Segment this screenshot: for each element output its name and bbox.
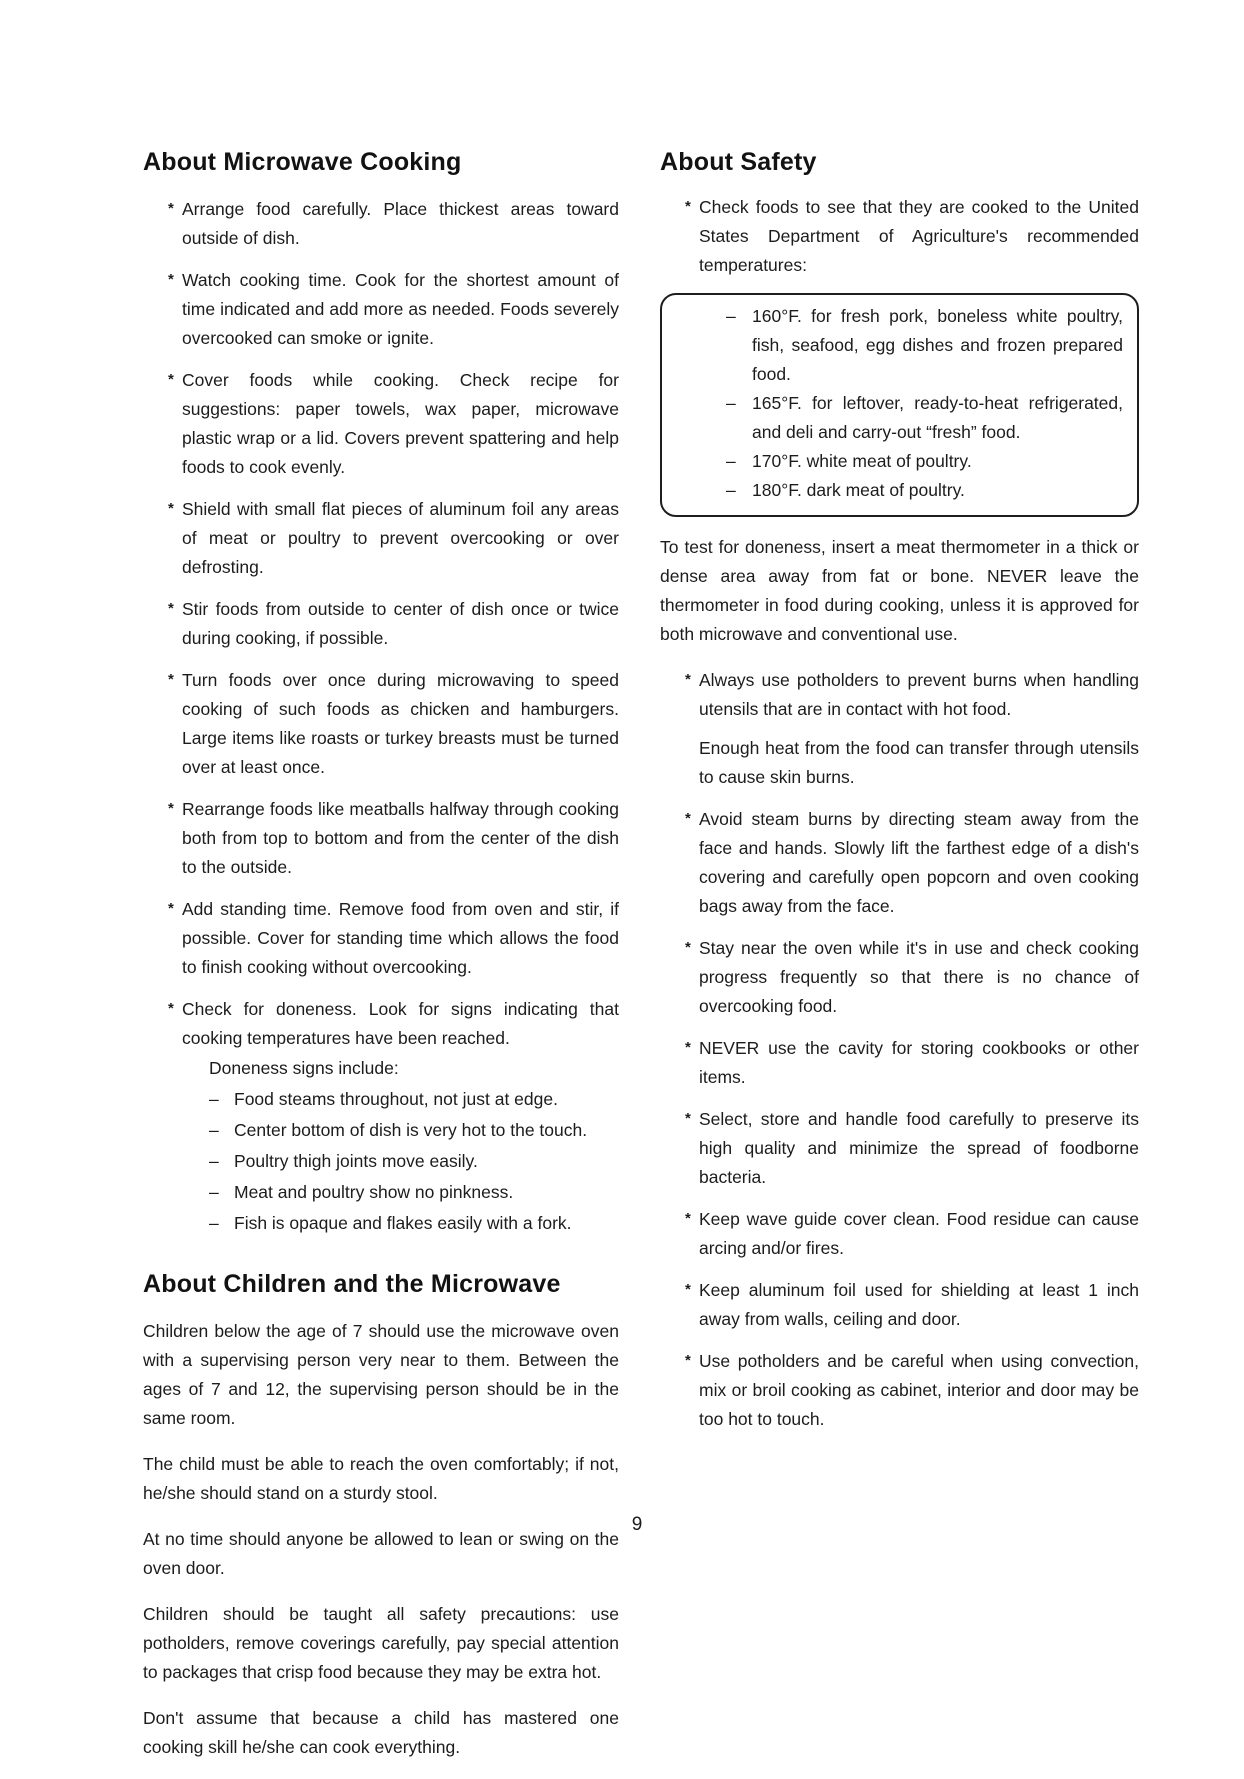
temperature-box — [660, 293, 1139, 517]
doneness-signs-label: Doneness signs include: — [209, 1058, 399, 1078]
asterisk-bullet-marker: * — [168, 200, 174, 217]
asterisk-bullet-marker: * — [685, 1352, 691, 1369]
doneness-sign-item — [182, 1147, 619, 1176]
asterisk-bullet-marker: * — [168, 800, 174, 817]
bullet-watch-time — [143, 266, 619, 353]
bullet-use-potholders — [660, 666, 1139, 792]
bullet-text: Arrange food carefully. Place thickest areas toward outside of dish. — [182, 199, 619, 248]
bullet-turn-foods — [143, 666, 619, 782]
doneness-sign-text: Center bottom of dish is very hot to the touch. — [234, 1120, 588, 1140]
left-column — [143, 148, 619, 1779]
bullet-text: Avoid steam burns by directing steam away from the face and hands. Slowly lift the farthest edge of a dish's covering and carefully open popcorn and oven cooking bags away from the face. — [699, 809, 1139, 916]
asterisk-bullet-marker: * — [168, 1000, 174, 1017]
children-paragraph: Don't assume that because a child has mastered one cooking skill he/she can cook everything. — [143, 1708, 619, 1757]
bullet-avoid-steam-burns — [660, 805, 1139, 921]
bullet-text: Check for doneness. Look for signs indicating that cooking temperatures have been reached. — [182, 999, 619, 1048]
bullet-text: Keep aluminum foil used for shielding at least 1 inch away from walls, ceiling and door. — [699, 1280, 1139, 1329]
asterisk-bullet-marker: * — [685, 1039, 691, 1056]
asterisk-bullet-marker: * — [685, 1210, 691, 1227]
doneness-sign-text: Food steams throughout, not just at edge. — [234, 1089, 558, 1109]
bullet-foil-one-inch — [660, 1276, 1139, 1334]
doneness-sign-item — [182, 1178, 619, 1207]
section-safety — [660, 148, 1139, 1434]
asterisk-bullet-marker: * — [685, 1110, 691, 1127]
temperature-item-180 — [676, 476, 1123, 505]
children-paragraph: Children should be taught all safety precautions: use potholders, remove coverings carefully, pay special attention to packages that crisp food because they may be extra hot. — [143, 1604, 619, 1682]
asterisk-bullet-marker: * — [168, 371, 174, 388]
section-title-safety: About Safety — [660, 148, 817, 176]
temperature-text: 160°F. for fresh pork, boneless white poultry, fish, seafood, egg dishes and frozen prepared food. — [752, 306, 1123, 384]
asterisk-bullet-marker: * — [168, 671, 174, 688]
bullet-convection-hot — [660, 1347, 1139, 1434]
dash-marker: – — [726, 480, 736, 500]
section-title-microwave-cooking: About Microwave Cooking — [143, 148, 462, 176]
bullet-standing-time — [143, 895, 619, 982]
bullet-text: Use potholders and be careful when using convection, mix or broil cooking as cabinet, interior and door may be too hot to touch. — [699, 1351, 1139, 1429]
children-paragraph: Children below the age of 7 should use the microwave oven with a supervising person very near to them. Between the ages of 7 and 12, the supervising person should be in the same room. — [143, 1321, 619, 1428]
temperature-text: 170°F. white meat of poultry. — [752, 451, 972, 471]
doneness-sign-item — [182, 1116, 619, 1145]
dash-marker: – — [726, 306, 736, 326]
bullet-cover-foods — [143, 366, 619, 482]
bullet-text: Keep wave guide cover clean. Food residue can cause arcing and/or fires. — [699, 1209, 1139, 1258]
bullet-text: Stay near the oven while it's in use and check cooking progress frequently so that there is no chance of overcooking food. — [699, 938, 1139, 1016]
doneness-sign-item — [182, 1209, 619, 1238]
bullet-wave-guide-clean — [660, 1205, 1139, 1263]
page-number: 9 — [631, 1514, 643, 1535]
bullet-text: Watch cooking time. Cook for the shortest amount of time indicated and add more as needed. Foods severely overcooked can smoke or ignite. — [182, 270, 619, 348]
doneness-sign-text: Fish is opaque and flakes easily with a fork. — [234, 1213, 572, 1233]
asterisk-bullet-marker: * — [685, 939, 691, 956]
doneness-sign-text: Meat and poultry show no pinkness. — [234, 1182, 514, 1202]
children-paragraph: At no time should anyone be allowed to lean or swing on the oven door. — [143, 1529, 619, 1578]
bullet-stay-near-oven — [660, 934, 1139, 1021]
right-column — [660, 148, 1139, 1447]
asterisk-bullet-marker: * — [685, 671, 691, 688]
dash-marker: – — [209, 1213, 219, 1233]
bullet-stir-foods — [143, 595, 619, 653]
bullet-text: Rearrange foods like meatballs halfway through cooking both from top to bottom and from the center of the dish to the outside. — [182, 799, 619, 877]
bullet-never-store-items — [660, 1034, 1139, 1092]
dash-marker: – — [726, 393, 736, 413]
bullet-rearrange-foods — [143, 795, 619, 882]
asterisk-bullet-marker: * — [685, 198, 691, 215]
asterisk-bullet-marker: * — [685, 1281, 691, 1298]
bullet-text: Cover foods while cooking. Check recipe for suggestions: paper towels, wax paper, microwave plastic wrap or a lid. Covers prevent spattering and help foods to cook evenly. — [182, 370, 619, 477]
bullet-text: Always use potholders to prevent burns when handling utensils that are in contact with hot food. — [699, 670, 1139, 719]
dash-marker: – — [209, 1182, 219, 1202]
children-paragraph: The child must be able to reach the oven comfortably; if not, he/she should stand on a sturdy stool. — [143, 1454, 619, 1503]
bullet-text: Shield with small flat pieces of aluminum foil any areas of meat or poultry to prevent overcooking or over defrosting. — [182, 499, 619, 577]
temperature-text: 180°F. dark meat of poultry. — [752, 480, 965, 500]
temperature-item-165 — [676, 389, 1123, 447]
dash-marker: – — [209, 1089, 219, 1109]
asterisk-bullet-marker: * — [168, 500, 174, 517]
section-microwave-cooking — [143, 148, 619, 1238]
asterisk-bullet-marker: * — [168, 900, 174, 917]
asterisk-bullet-marker: * — [168, 271, 174, 288]
bullet-text: NEVER use the cavity for storing cookbooks or other items. — [699, 1038, 1139, 1087]
bullet-arrange-food — [143, 195, 619, 253]
section-title-children: About Children and the Microwave — [143, 1270, 561, 1298]
temperature-item-160 — [676, 302, 1123, 389]
dash-marker: – — [726, 451, 736, 471]
bullet-text: Stir foods from outside to center of dish once or twice during cooking, if possible. — [182, 599, 619, 648]
bullet-text: Select, store and handle food carefully to preserve its high quality and minimize the spread of foodborne bacteria. — [699, 1109, 1139, 1187]
dash-marker: – — [209, 1151, 219, 1171]
bullet-shield-foil — [143, 495, 619, 582]
doneness-sign-item — [182, 1085, 619, 1114]
bullet-text: Turn foods over once during microwaving to speed cooking of such foods as chicken and hamburgers. Large items like roasts or turkey breasts must be turned over at least once. — [182, 670, 619, 777]
section-children-microwave — [143, 1270, 619, 1762]
asterisk-bullet-marker: * — [685, 810, 691, 827]
asterisk-bullet-marker: * — [168, 600, 174, 617]
bullet-text: Add standing time. Remove food from oven and stir, if possible. Cover for standing time which allows the food to finish cooking without overcooking. — [182, 899, 619, 977]
dash-marker: – — [209, 1120, 219, 1140]
bullet-extra-text: Enough heat from the food can transfer through utensils to cause skin burns. — [699, 738, 1139, 787]
bullet-check-doneness — [143, 995, 619, 1238]
bullet-handle-food-carefully — [660, 1105, 1139, 1192]
doneness-test-paragraph: To test for doneness, insert a meat thermometer in a thick or dense area away from fat or bone. NEVER leave the thermometer in food during cooking, unless it is approved for both microwave and conventional use. — [660, 537, 1139, 644]
temperature-text: 165°F. for leftover, ready-to-heat refrigerated, and deli and carry-out “fresh” food. — [752, 393, 1123, 442]
bullet-check-usda-temps — [660, 193, 1139, 280]
temperature-item-170 — [676, 447, 1123, 476]
doneness-sign-text: Poultry thigh joints move easily. — [234, 1151, 478, 1171]
bullet-text: Check foods to see that they are cooked to the United States Department of Agriculture's recommended temperatures: — [699, 197, 1139, 275]
